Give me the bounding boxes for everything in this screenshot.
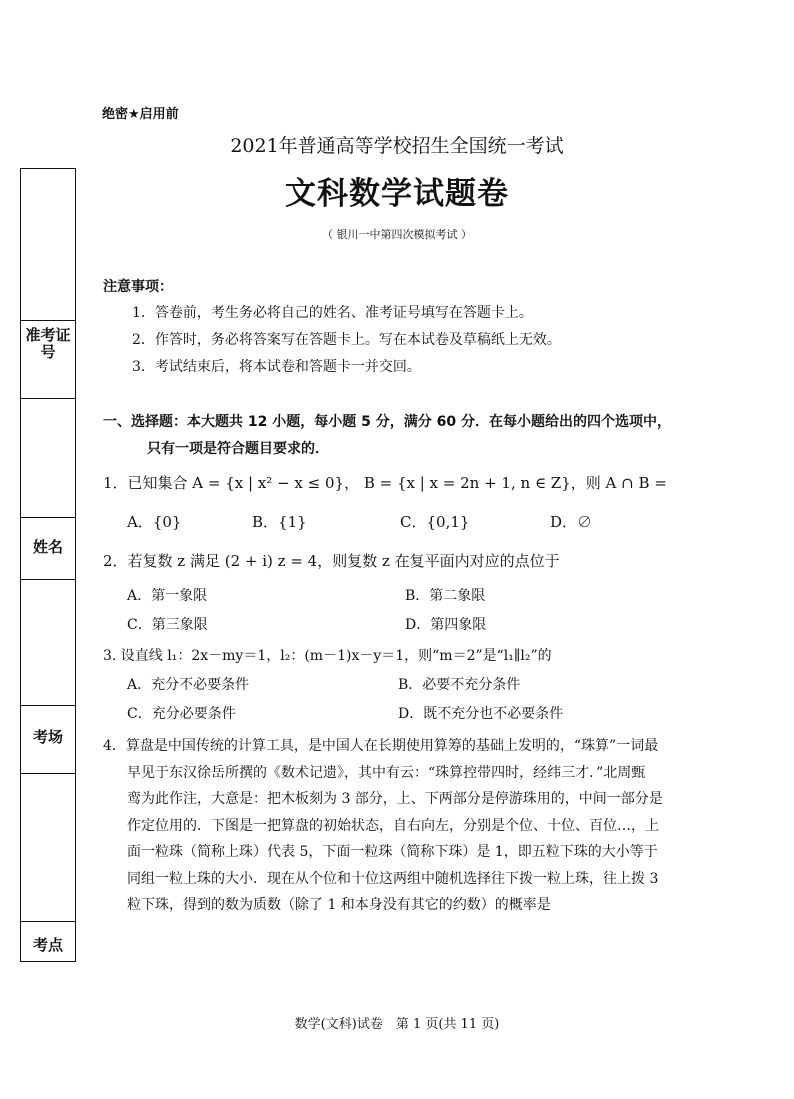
- q2-option-b: B．第二象限: [405, 588, 486, 604]
- q3-option-d: D．既不充分也不必要条件: [398, 706, 564, 722]
- q4-line: 鸾为此作注，大意是：把木板刻为 3 部分，上、下两部分是停游珠用的，中间一部分是: [127, 791, 663, 807]
- question-2-stem: 2．若复数 z 满足 (2 + i) z = 4，则复数 z 在复平面内对应的点位于: [103, 552, 560, 570]
- note-item: 2．作答时，务必将答案写在答题卡上。写在本试卷及草稿纸上无效。: [132, 332, 561, 348]
- q2-option-c: C．第三象限: [127, 617, 208, 633]
- q4-line: 4．算盘是中国传统的计算工具，是中国人在长期使用算筹的基础上发明的，“珠算”一词最: [103, 738, 659, 754]
- exam-title: 2021年普通高等学校招生全国统一考试: [230, 135, 564, 157]
- strip-divider: [21, 517, 75, 518]
- strip-divider: [21, 921, 75, 922]
- binding-strip: [20, 168, 76, 962]
- name-label: 姓名: [32, 538, 63, 556]
- q4-line: 粒下珠，得到的数为质数（除了 1 和本身没有其它的约数）的概率是: [127, 897, 551, 913]
- q1-option-a: A．{0}: [127, 513, 182, 531]
- exam-site-label: 考点: [32, 936, 63, 954]
- paper-title: 文科数学试题卷: [285, 176, 509, 212]
- page-footer: 数学(文科)试卷 第 1 页(共 11 页): [294, 1017, 500, 1032]
- q3-option-c: C．充分必要条件: [127, 706, 236, 722]
- section-heading: 一、选择题：本大题共 12 小题，每小题 5 分，满分 60 分．在每小题给出的四个选项中，: [103, 414, 671, 430]
- confidential-label: 绝密★启用前: [102, 107, 179, 122]
- notes-heading: 注意事项：: [103, 279, 173, 295]
- q1-option-c: C．{0,1}: [400, 513, 470, 531]
- section-heading-cont: 只有一项是符合题目要求的．: [147, 441, 329, 457]
- q4-line: 面一粒珠（简称上珠）代表 5，下面一粒珠（简称下珠）是 1，即五粒下珠的大小等于: [127, 844, 658, 860]
- q4-line: 同组一粒上珠的大小．现在从个位和十位这两组中随机选择往下拨一粒上珠，往上拨 3: [127, 870, 659, 887]
- q2-option-a: A．第一象限: [127, 588, 208, 604]
- strip-divider: [21, 705, 75, 706]
- q1-option-d: D．∅: [550, 513, 593, 531]
- question-1-stem: 1．已知集合 A = {x | x² − x ≤ 0}， B = {x | x = 2n + 1, n ∈ Z}，则 A ∩ B =: [103, 474, 667, 492]
- strip-divider: [21, 320, 75, 321]
- q2-option-d: D．第四象限: [405, 617, 487, 633]
- paper-subtitle: （ 银川一中第四次模拟考试 ）: [322, 228, 472, 241]
- strip-divider: [21, 773, 75, 774]
- q4-line: 作定位用的．下图是一把算盘的初始状态，自右向左，分别是个位、十位、百位…，上: [127, 817, 659, 834]
- exam-room-label: 考场: [32, 728, 63, 746]
- note-item: 3．考试结束后，将本试卷和答题卡一并交回。: [132, 359, 421, 375]
- question-3-stem: 3. 设直线 l₁：2x－my＝1，l₂：(m－1)x－y＝1，则“m＝2”是“l₁∥l₂”的: [103, 648, 552, 664]
- strip-divider: [21, 398, 75, 399]
- strip-divider: [21, 579, 75, 580]
- q1-option-b: B．{1}: [252, 513, 307, 531]
- question-4-stem: [103, 733, 703, 919]
- q4-line: 早见于东汉徐岳所撰的《数术记遗》，其中有云：“珠算控带四时，经纬三才．”北周甄: [127, 764, 646, 781]
- q3-option-a: A．充分不必要条件: [127, 677, 250, 693]
- candidate-number-label: 准考证号: [25, 326, 71, 361]
- note-item: 1．答卷前，考生务必将自己的姓名、准考证号填写在答题卡上。: [132, 305, 533, 321]
- q3-option-b: B．必要不充分条件: [398, 677, 521, 693]
